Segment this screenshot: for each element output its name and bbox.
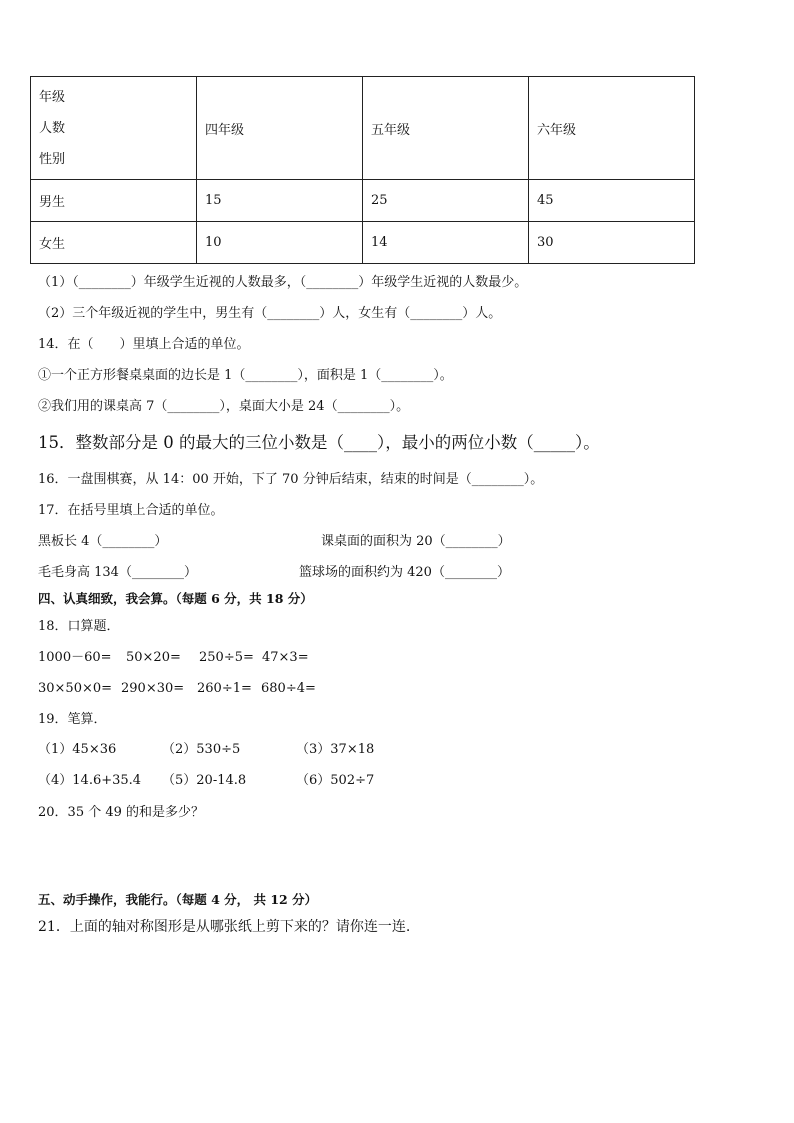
q19-item: （3）37×18	[296, 742, 375, 757]
cell-girls-grade5: 14	[363, 222, 529, 264]
q19-item: （6）502÷7	[296, 773, 375, 788]
q18-stem: 18．口算题．	[38, 619, 120, 634]
q19-stem: 19．笔算．	[38, 712, 107, 727]
table-row-boys	[31, 180, 695, 222]
q14-part1: ①一个正方形餐桌桌面的边长是 1（________），面积是 1（________）。	[38, 368, 453, 383]
q16-text: 16．一盘围棋赛，从 14：00 开始，下了 70 分钟后结束，结束的时间是（________）。	[38, 472, 544, 487]
corner-label-gender: 性别	[39, 151, 66, 167]
q15-text: 15．整数部分是 0 的最大的三位小数是（____），最小的两位小数（_____）。	[38, 433, 600, 452]
q18-item: 50×20=	[126, 650, 181, 665]
q13-part2: （2）三个年级近视的学生中，男生有（________）人，女生有（________）人。	[38, 306, 502, 321]
q21-text: 21．上面的轴对称图形是从哪张纸上剪下来的？请你连一连.	[38, 919, 411, 935]
row-label-boys: 男生	[31, 180, 197, 222]
q18-item: 1000－60=	[38, 650, 112, 665]
myopia-table	[30, 76, 695, 264]
corner-label-count: 人数	[39, 120, 66, 136]
q18-item: 680÷4=	[261, 681, 316, 696]
q17-blackboard: 黑板长 4（________）	[38, 534, 168, 549]
section-5-heading: 五、动手操作，我能行。（每题 4 分， 共 12 分）	[38, 892, 318, 907]
q14-part2: ②我们用的课桌高 7（________），桌面大小是 24（________）。	[38, 399, 410, 414]
cell-girls-grade6: 30	[529, 222, 695, 264]
q17-height: 毛毛身高 134（________）	[38, 565, 197, 580]
q18-item: 47×3=	[262, 650, 309, 665]
q19-item: （1）45×36	[38, 742, 117, 757]
row-label-girls: 女生	[31, 222, 197, 264]
cell-boys-grade4: 15	[197, 180, 363, 222]
q20-text: 20．35 个 49 的和是多少？	[38, 805, 205, 820]
table-header-grade4: 四年级	[197, 77, 363, 180]
q19-item: （2）530÷5	[162, 742, 241, 757]
q17-court-area: 篮球场的面积约为 420（________）	[299, 565, 510, 580]
q17-desk-area: 课桌面的面积为 20（________）	[321, 534, 511, 549]
q14-stem: 14．在（ ）里填上合适的单位。	[38, 337, 250, 352]
q18-item: 290×30=	[121, 681, 185, 696]
table-corner-cell	[31, 77, 197, 180]
q17-stem: 17．在括号里填上合适的单位。	[38, 503, 224, 518]
q18-item: 260÷1=	[197, 681, 252, 696]
section-4-heading: 四、认真细致，我会算。（每题 6 分，共 18 分）	[38, 591, 313, 606]
cell-boys-grade6: 45	[529, 180, 695, 222]
table-row-girls	[31, 222, 695, 264]
q18-item: 250÷5=	[199, 650, 254, 665]
cell-boys-grade5: 25	[363, 180, 529, 222]
table-header-grade5: 五年级	[363, 77, 529, 180]
corner-label-grade: 年级	[39, 89, 66, 105]
cell-girls-grade4: 10	[197, 222, 363, 264]
table-header-grade6: 六年级	[529, 77, 695, 180]
q19-item: （5）20-14.8	[162, 773, 247, 788]
q19-item: （4）14.6+35.4	[38, 773, 142, 788]
q13-part1: （1）（________）年级学生近视的人数最多，（________）年级学生近视的人数最少。	[38, 275, 528, 290]
q18-item: 30×50×0=	[38, 681, 113, 696]
